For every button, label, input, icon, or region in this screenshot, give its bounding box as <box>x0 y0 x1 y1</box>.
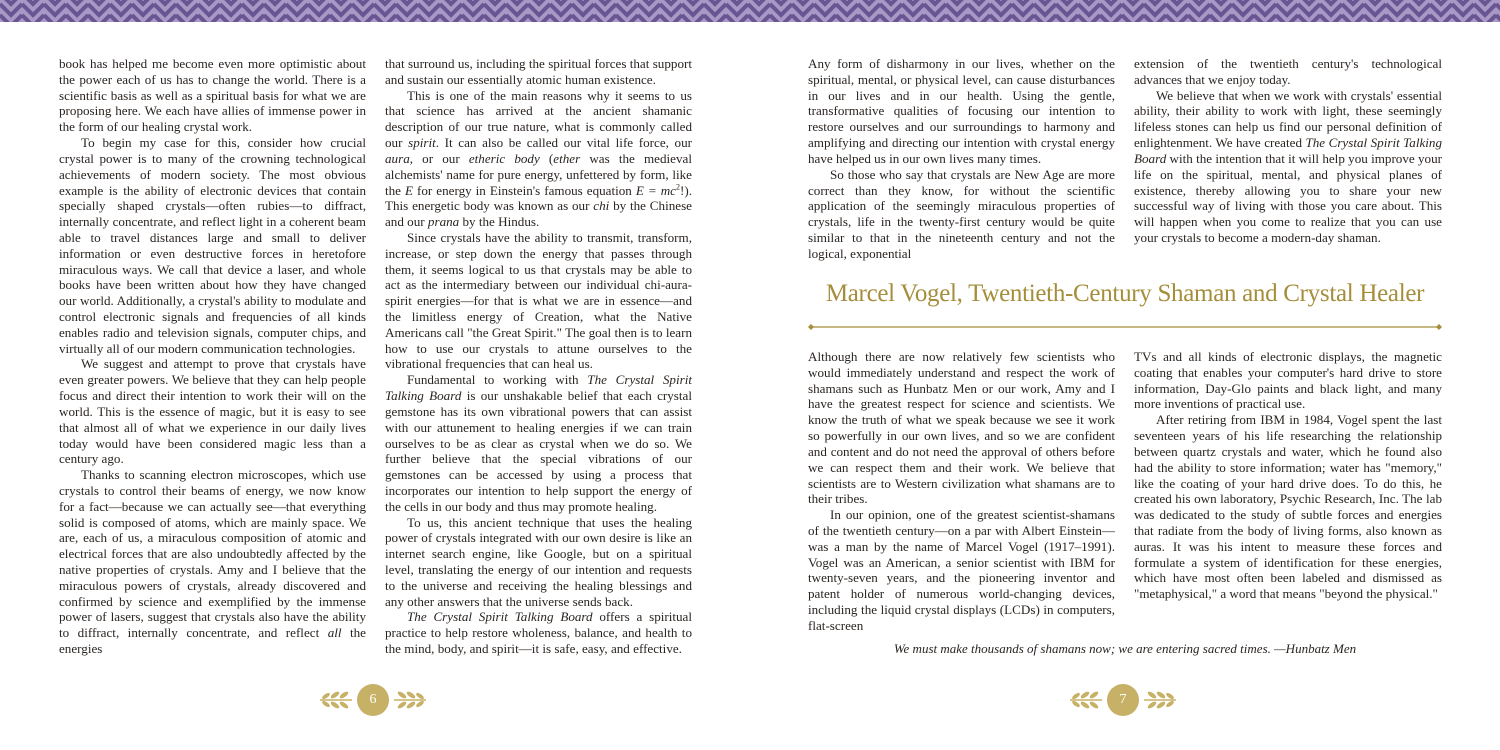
page-number-ornament <box>318 680 428 720</box>
diamond-tipped-rule-icon <box>808 324 1442 330</box>
right-page <box>750 22 1500 750</box>
emphasis: E <box>405 182 413 198</box>
paragraph-text: offers a spiritual practice to help restore wholeness, balance, and health to the mind, body, and spirit—it is safe, easy, and effective. <box>385 609 693 657</box>
paragraph: To us, this ancient technique that uses the healing power of crystals integrated with our own desire is like an internet search engine, like Google, but on a spiritual level, translating the energy of our intention and requests to the universe and receiving the healing blessings and any other answers that the universe sends back. <box>385 514 692 609</box>
paragraph-text: !). This energetic body was known as our <box>385 182 692 214</box>
paragraph: To begin my case for this, consider how crucial crystal power is to many of the crowning technological achievements of modern society. The most obvious example is the ability of electronic devices that contain specially shaped crystals—often rubies—to diffract, internally concentrate, and reflect light in a coherent beam able to travel distances large and small to deliver information or even destructive forces in heretofore miraculous ways. We call that device a laser, and whole books have been written about how they have changed our world. Additionally, a crystal's ability to modulate and control electronic signals and frequencies of all kinds enables radio and television signals, computer chips, and virtually all of our modern communication technologies. <box>59 135 366 356</box>
paragraph-text: by the Hindus. <box>459 214 540 230</box>
paragraph-text: Thanks to scanning electron microscopes, which use crystals to control their beams of energy, we now know for a fact—because we can actually see—that everything solid is composed of atoms, which are mainly space. We are, each of us, a miraculous composition of atomic and electrical forces that are also undoubtedly affected by the native properties of crystals. Amy and I believe that the miraculous powers of crystals, already discovered and confirmed by science and exemplified by the immense power of lasers, suggest that crystals also have the ability to diffract, internally concentrate, and reflect <box>59 467 366 641</box>
laurel-branch-icon <box>318 686 354 714</box>
section-heading: Marcel Vogel, Twentieth-Century Shaman and Crystal Healer <box>825 280 1425 307</box>
laurel-branch-icon <box>1142 686 1178 714</box>
paragraph: book has helped me become even more optimistic about the power each of us has to change the world. There is a scientific basis as well as a spiritual basis for what we are proposing here. We each have allies of immense power in the form of our healing crystal work. <box>59 56 366 135</box>
paragraph-text: We believe that when we work with crystals' essential ability, their ability to work with light, these seemingly lifeless stones can help us find our personal definition of enlightenment. We have created <box>1134 87 1442 151</box>
paragraph-text: . It can also be called our vital life force, our <box>435 135 692 151</box>
paragraph-text: with the intention that it will help you improve your life on the spiritual, mental, and physical planes of existence, thereby allowing you to share your new successful way of living with those you care about. This will happen when you come to realize that you can use your crystals to become a modern-day shaman. <box>1134 150 1442 245</box>
paragraph-text: is our unshakable belief that each crystal gemstone has its own vibrational powers that can assist with our attunement to healing energies if we can train ourselves to be as clear as crystal when we do so. We further believe that the special vibrations of our gemstones can be accessed by using a process that incorporates our intention to help support the energy of the cells in our body and thus may promote healing. <box>385 388 692 514</box>
paragraph-text: ( <box>539 150 554 166</box>
paragraph <box>385 88 692 230</box>
laurel-branch-icon <box>392 686 428 714</box>
paragraph-text: Fundamental to working with <box>407 372 588 388</box>
paragraph-text: by the Chinese and our <box>385 198 692 230</box>
emphasis: all <box>327 625 342 641</box>
chevron-border-band <box>0 0 1500 22</box>
emphasis: aura <box>385 150 410 166</box>
laurel-branch-icon <box>1068 686 1104 714</box>
paragraph: extension of the twentieth century's technological advances that we enjoy today. <box>1134 56 1442 87</box>
paragraph: After retiring from IBM in 1984, Vogel spent the last seventeen years of his life researching the relationship between quartz crystals and water, which he found also had the ability to store information; water has "memory," like the coating of your hard drive does. To do this, he created his own laboratory, Psychic Research, Inc. The lab was dedicated to the study of subtle forces and energies that radiate from the body of living forms, also known as auras. It was his intent to measure these forces and formulate a system of identification for these energies, which have most often been labeled and dismissed as "metaphysical," a word that means "beyond the physical." <box>1134 412 1442 602</box>
equation: E = mc <box>635 182 676 198</box>
superscript: 2 <box>675 182 680 192</box>
book-title: The Crystal Spirit Talking Board <box>1134 135 1442 166</box>
paragraph-text: was the medieval alchemists' name for pure energy, unfettered by form, like the <box>385 150 692 198</box>
paragraph: that surround us, including the spiritual forces that support and sustain our essentially atomic human existence. <box>385 56 692 87</box>
epigraph-quote: We must make thousands of shamans now; we are entering sacred times. —Hunbatz Men <box>893 641 1357 656</box>
paragraph: TVs and all kinds of electronic displays, the magnetic coating that enables your computer's hard drive to store information, Day-Glo paints and black light, and many more inventions of practical use. <box>1134 349 1442 412</box>
paragraph: We suggest and attempt to prove that crystals have even greater powers. We believe that they can help people focus and direct their intention to work their will on the world. This is the essence of magic, but it is easy to see that almost all of what we experience in our daily lives today would have been considered magic less than a century ago. <box>59 356 366 467</box>
left-page-column-1 <box>59 56 366 657</box>
left-page-column-2 <box>385 56 692 657</box>
page-number: 6 <box>357 684 389 716</box>
right-page-column-3 <box>808 349 1115 634</box>
paragraph-text: the energies <box>59 625 366 657</box>
paragraph: Since crystals have the ability to transmit, transform, increase, or step down the energy that passes through them, it seems logical to us that crystals may be able to act as the intermediary between our individual chi-aura-spirit energies—for that is what we are in essence—and the limitless energy of Creation, what the Native Americans call "the Great Spirit." The goal then is to learn how to use our crystals to attune ourselves to the vibrational frequencies that can heal us. <box>385 229 692 372</box>
paragraph-text: for energy in Einstein's famous equation <box>413 182 636 198</box>
chevron-pattern-icon <box>0 0 1500 22</box>
emphasis: spirit <box>408 135 436 151</box>
paragraph: In our opinion, one of the greatest scientist-shamans of the twentieth century—on a par with Albert Einstein—was a man by the name of Marcel Vogel (1917–1991). Vogel was an American, a senior scientist with IBM for twenty-seven years, and the pioneering inventor and patent holder of numerous world-changing devices, including the liquid crystal displays (LCDs) in computers, flat-screen <box>808 507 1115 633</box>
paragraph: Although there are now relatively few scientists who would immediately understand and respect the work of shamans such as Hunbatz Men or our work, Amy and I have the greatest respect for science and scientists. We know the truth of what we speak because we see it work so powerfully in our own lives, and so we are confident and content and do not need the approval of others before we can respect them and their work. We believe that scientists are to Western civilization what shamans are to their tribes. <box>808 349 1115 507</box>
emphasis: chi <box>593 198 610 214</box>
left-page <box>0 22 750 750</box>
paragraph-text: This is one of the main reasons why it seems to us that science has arrived at the ancient shamanic description of our true nature, what is commonly called our <box>385 87 692 151</box>
emphasis: prana <box>427 214 460 230</box>
book-title: The Crystal Spirit Talking Board <box>407 609 593 625</box>
emphasis: ether <box>553 150 581 166</box>
paragraph-text: , or our <box>409 150 469 166</box>
paragraph <box>385 609 692 656</box>
paragraph <box>59 467 366 657</box>
emphasis: etheric body <box>468 150 540 166</box>
paragraph <box>1134 88 1442 246</box>
paragraph: So those who say that crystals are New Age are more correct than they know, for without the scientific application of the seemingly miraculous properties of crystals, life in the twenty-first century would be quite similar to that in the nineteenth century and not the logical, exponential <box>808 166 1115 261</box>
book-title: The Crystal Spirit Talking Board <box>385 372 692 404</box>
right-page-column-2 <box>1134 56 1442 246</box>
paragraph <box>385 372 692 514</box>
page-number: 7 <box>1107 684 1139 716</box>
page-number-ornament <box>1068 680 1178 720</box>
right-page-column-4 <box>1134 349 1442 602</box>
paragraph: Any form of disharmony in our lives, whether on the spiritual, mental, or physical level, can cause disturbances in our lives and in our health. Using the gentle, transformative qualities of focusing our intention to restore ourselves and our surroundings to harmony and amplifying and directing our intention with crystal energy have helped us in our own lives many times. <box>808 56 1115 166</box>
right-page-column-1 <box>808 56 1115 262</box>
